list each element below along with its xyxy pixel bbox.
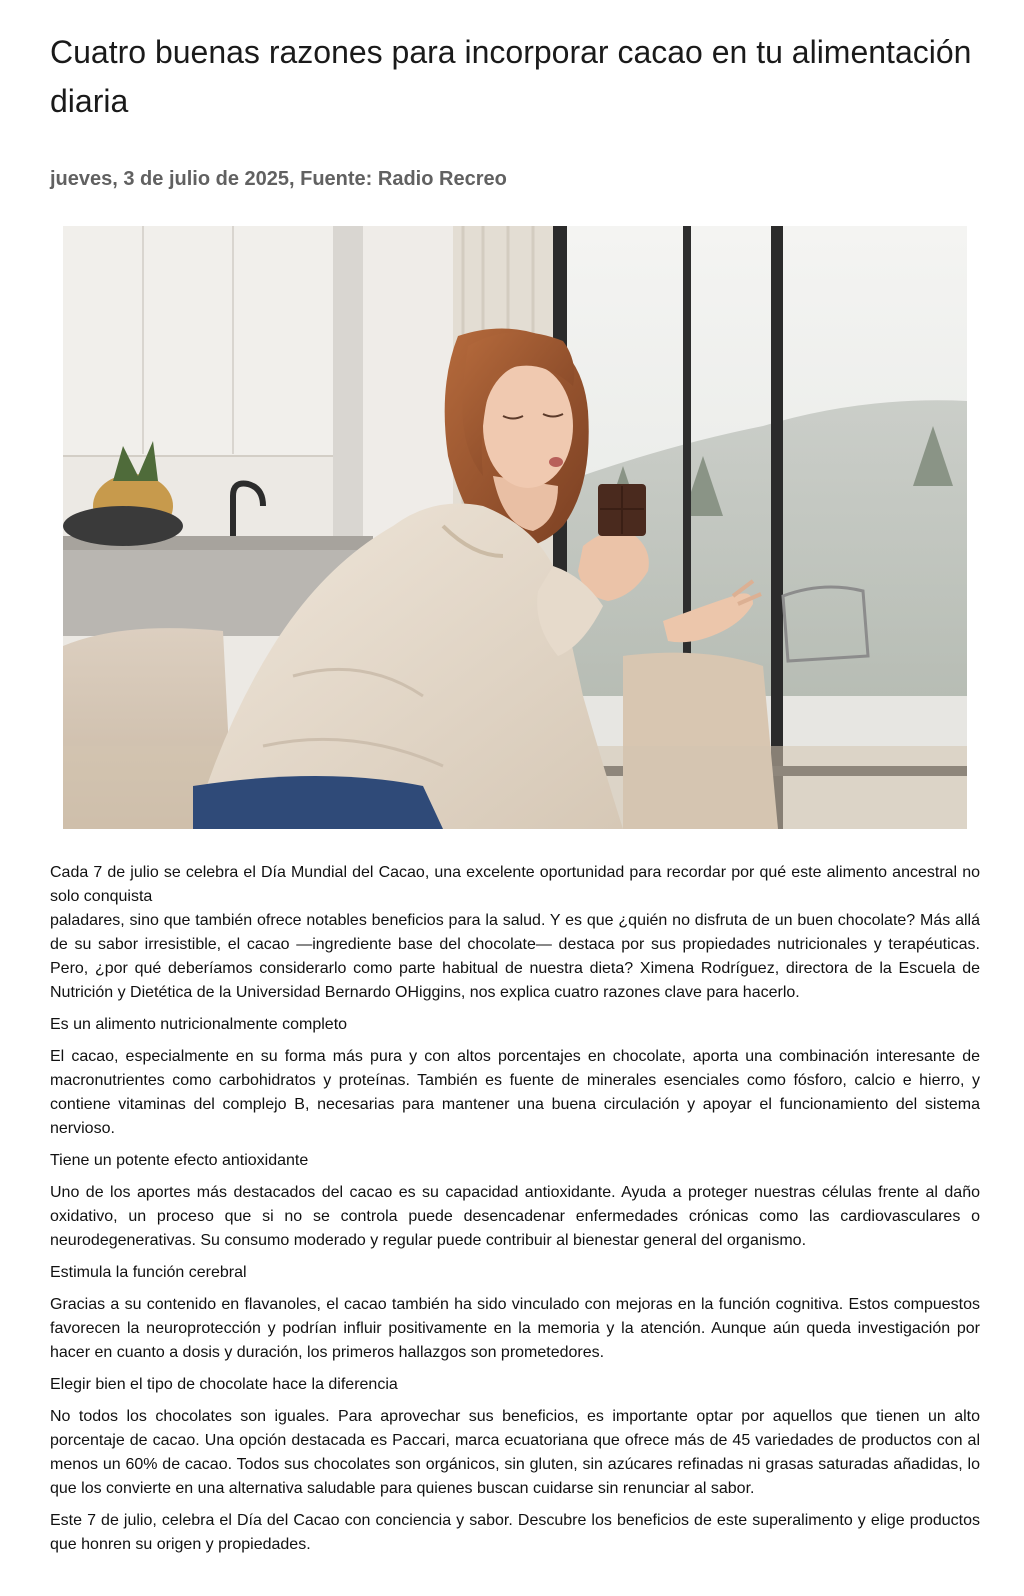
article-body: [50, 861, 980, 1557]
article: [50, 0, 980, 1565]
closing-paragraph: Este 7 de julio, celebra el Día del Cacao con conciencia y sabor. Descubre los beneficios de este superalimento y elige productos que honren su origen y propiedades.: [50, 1512, 980, 1553]
section-heading: Es un alimento nutricionalmente completo: [50, 1016, 348, 1033]
article-meta: jueves, 3 de julio de 2025, Fuente: Radio Recreo: [50, 168, 507, 190]
intro-paragraph-1: Cada 7 de julio se celebra el Día Mundial del Cacao, una excelente oportunidad para recordar por qué este alimento ancestral no solo conquista: [50, 864, 980, 905]
section-paragraph: El cacao, especialmente en su forma más pura y con altos porcentajes en chocolate, aporta una combinación interesante de macronutrientes como carbohidratos y proteínas. También es fuente de minerales esenciales como fósforo, calcio e hierro, y contiene vitaminas del complejo B, necesarias para mantener una buena circulación y apoyar el funcionamiento del sistema nervioso.: [50, 1048, 980, 1137]
section-paragraph: Gracias a su contenido en flavanoles, el cacao también ha sido vinculado con mejoras en la función cognitiva. Estos compuestos favorecen la neuroprotección y podrían influir positivamente en la memoria y la atención. Aunque aún queda investigación por hacer en cuanto a dosis y duración, los primeros hallazgos son prometedores.: [50, 1296, 980, 1361]
intro-paragraph-2: paladares, sino que también ofrece notables beneficios para la salud. Y es que ¿quién no disfruta de un buen chocolate? Más allá de su sabor irresistible, el cacao —ingrediente base del chocolate— destaca por sus propiedades nutricionales y terapéuticas. Pero, ¿por qué deberíamos considerarlo como parte habitual de nuestra dieta? Ximena Rodríguez, directora de la Escuela de Nutrición y Dietética de la Universidad Bernardo OHiggins, nos explica cuatro razones clave para hacerlo.: [50, 912, 980, 1001]
section-heading: Tiene un potente efecto antioxidante: [50, 1152, 309, 1169]
article-title: Cuatro buenas razones para incorporar cacao en tu alimentación diaria: [50, 34, 972, 119]
section-heading: Elegir bien el tipo de chocolate hace la diferencia: [50, 1376, 398, 1393]
section-paragraph: Uno de los aportes más destacados del cacao es su capacidad antioxidante. Ayuda a proteger nuestras células frente al daño oxidativo, un proceso que si no se controla puede desencadenar enfermedades crónicas como las cardiovasculares o neurodegenerativas. Su consumo moderado y regular puede contribuir al bienestar general del organismo.: [50, 1184, 980, 1249]
section-heading: Estimula la función cerebral: [50, 1264, 247, 1281]
article-photo: [63, 226, 967, 829]
section-paragraph: No todos los chocolates son iguales. Para aprovechar sus beneficios, es importante optar por aquellos que tienen un alto porcentaje de cacao. Una opción destacada es Paccari, marca ecuatoriana que ofrece más de 45 variedades de productos con al menos un 60% de cacao. Todos sus chocolates son orgánicos, sin gluten, sin azúcares refinadas ni grasas saturadas añadidas, lo que los convierte en una alternativa saludable para quienes buscan cuidarse sin renunciar al sabor.: [50, 1408, 980, 1497]
